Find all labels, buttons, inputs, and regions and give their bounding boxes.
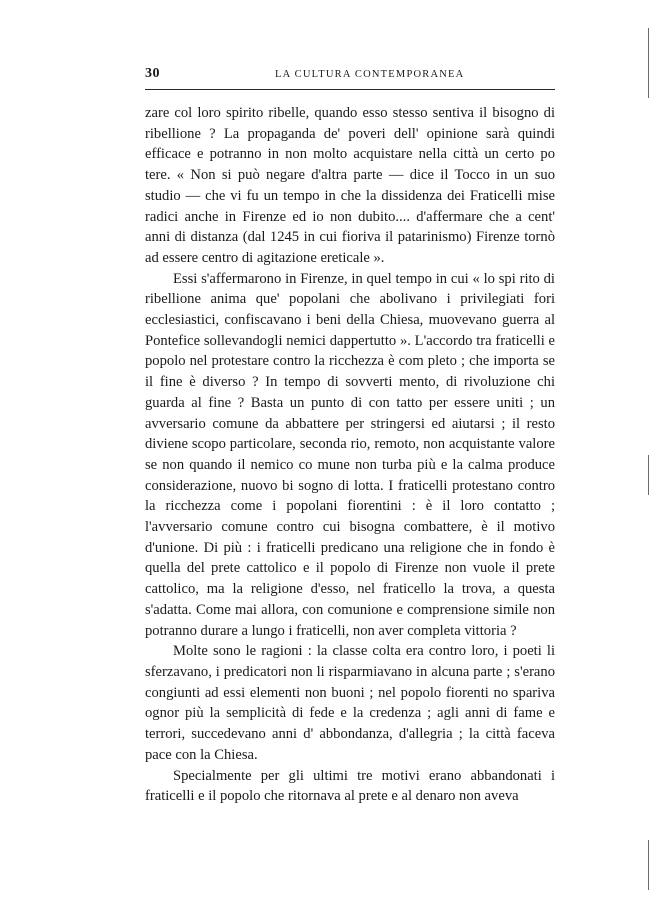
text-line: efficace e potranno in non molto acquistare nella città un certo po (145, 146, 555, 163)
text-line: popolani fiorentini : è il loro contatto ; l'avversario comune contro (145, 498, 556, 536)
page-number: 30 (145, 66, 160, 81)
text-line: li sferzavano, i predicatori non li risparmiavano in alcuna parte ; (145, 643, 555, 680)
text-line: i fraticelli, non aver completa vittoria ? (288, 622, 517, 639)
text-line: s'erano congiunti ad essi elementi non buoni ; nel popolo fiorenti (145, 663, 555, 701)
scan-edge-mark (648, 28, 649, 98)
running-title: LA CULTURA CONTEMPORANEA (275, 69, 465, 80)
text-line: Essi s'affermarono in Firenze, in quel tempo in cui « lo spi (173, 270, 516, 287)
text-line: tatto per essere uniti ; un avversario comune da abbattere per (145, 394, 555, 432)
paragraph (145, 269, 555, 642)
paragraph (145, 766, 555, 807)
text-line: a cent' anni di distanza (dal 1245 in cui fioriva il patarinismo) (145, 208, 556, 246)
text-line: stringersi ed aiutarsi ; il resto diviene scopo particolare, seconda (145, 415, 555, 453)
text-line: cui bisogna combattere, è il motivo d'unione. Di più : i fraticelli (145, 519, 555, 556)
text-line: fori ecclesiastici, confiscavano i beni della Chiesa, muovevano (145, 291, 555, 329)
text-line: di ribellione ? La propaganda de' poveri dell' opinione sarà quindi (145, 105, 555, 142)
text-line: fraticelli e il popolo che ritornava al prete e al denaro non aveva (145, 788, 519, 805)
paragraph (145, 103, 555, 269)
text-line: predicano una religione che in fondo è quella del prete cattolico e (145, 539, 555, 577)
text-line: tra fraticelli e popolo nel protestare contro la ricchezza è com (145, 332, 556, 370)
text-line: Specialmente per gli ultimi tre motivi erano abbandonati i (173, 767, 555, 784)
text-line: città faceva pace con la Chiesa. (145, 726, 555, 763)
text-line: rito di ribellione anima que' popolani che abolivano i privilegiati (145, 270, 555, 308)
text-line: Molte sono le ragioni : la classe colta era contro loro, i poeti (173, 643, 547, 660)
text-line: studio — che vi fu un tempo in che la dissidenza dei Fraticelli (145, 187, 528, 204)
text-line: tere. « Non si può negare d'altra parte — dice il Tocco in un suo (145, 167, 555, 184)
scan-edge-mark (648, 455, 649, 495)
text-line: sogno di lotta. I fraticelli protestano contro la ricchezza come i (145, 477, 555, 515)
text-line: con comunione e comprensione simile non potranno durare a lungo (145, 601, 555, 639)
text-line: mento, di rivoluzione chi guarda al fine ? Basta un punto di con (145, 374, 556, 411)
text-line: rio, remoto, non acquistante valore se non quando il nemico co (145, 436, 555, 473)
text-line: di fame e terrori, succedevano anni d' abbondanza, d'allegria ; la (145, 705, 555, 743)
text-line: no spariva ognor più la semplicità di fede e la credenza ; agli anni (145, 684, 555, 722)
text-line: Firenze tornò ad essere centro di agitazione ereticale ». (145, 229, 556, 266)
text-line: guerra al Pontefice sollevandogli nemici dappertutto ». L'accordo (145, 312, 555, 349)
header-rule (145, 89, 555, 90)
running-head (145, 64, 557, 86)
scan-edge-mark (648, 840, 649, 890)
body-text (145, 103, 555, 807)
text-line: d'esso, nel fraticello la trova, a questa s'adatta. Come mai allora, (145, 581, 555, 618)
text-line: mune non turba più e la calma produce considerazione, nuovo bi (145, 456, 556, 494)
text-line: il popolo di Firenze non vuole il prete cattolico, ma la religione (145, 560, 556, 598)
text-line: zare col loro spirito ribelle, quando esso stesso sentiva il bisogno (145, 105, 544, 121)
text-line: pleto ; che importa se il fine è diverso ? In tempo di sovverti (145, 353, 555, 391)
text-line: mise radici anche in Firenze ed io non dubito.... d'affermare che (145, 187, 555, 225)
paragraph (145, 641, 555, 765)
